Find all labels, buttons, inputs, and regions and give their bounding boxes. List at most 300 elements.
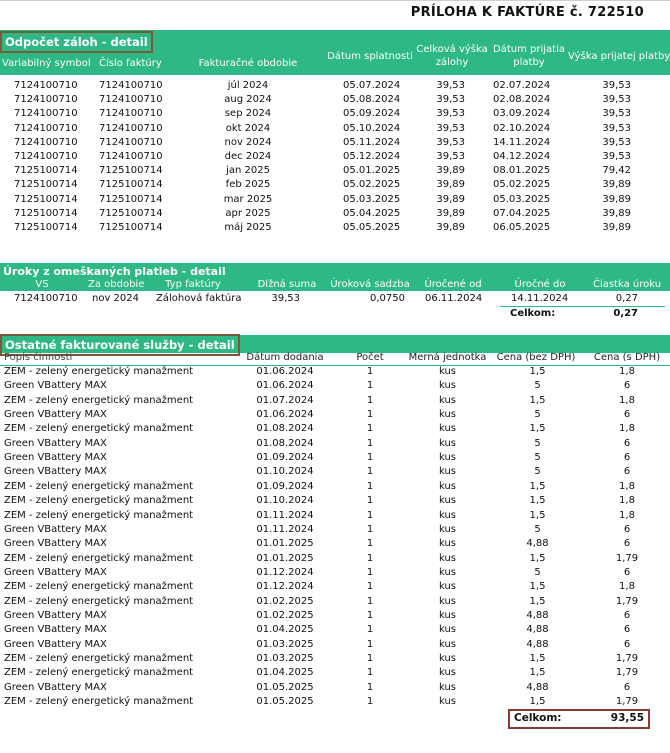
service-description: ZEM - zelený energetický manažment — [4, 423, 194, 435]
service-count: 1 — [366, 509, 374, 521]
service-price-excl: 1,5 — [529, 667, 546, 679]
deposit-vs: 7124100710 — [14, 136, 78, 148]
service-price-incl: 1,79 — [615, 696, 639, 708]
service-price-incl: 6 — [623, 566, 631, 578]
deposit-total: 39,53 — [436, 122, 465, 134]
service-row — [0, 609, 670, 623]
deposit-paid-date: 02.07.2024 — [493, 80, 551, 91]
service-unit: kus — [438, 681, 457, 693]
service-row — [0, 509, 670, 523]
service-unit: kus — [438, 581, 457, 593]
service-row — [0, 422, 670, 436]
col-amount-received: Výška prijatej platby — [568, 51, 670, 62]
deposit-due: 05.04.2025 — [343, 207, 401, 219]
service-price-excl: 5 — [534, 409, 541, 421]
service-unit: kus — [438, 466, 457, 478]
col-interest-rate: Úroková sadzba — [330, 279, 410, 290]
deposit-due: 05.03.2025 — [343, 193, 401, 205]
deposit-invoice: 7124100710 — [99, 122, 163, 134]
service-row — [0, 552, 670, 566]
service-row — [0, 566, 670, 580]
service-count: 1 — [366, 437, 374, 449]
deposit-row — [0, 79, 670, 93]
service-unit: kus — [438, 523, 457, 535]
deposit-total: 39,53 — [436, 108, 465, 120]
deposit-amount: 79,42 — [602, 165, 631, 177]
service-description: Green VBattery MAX — [4, 624, 107, 636]
col-payment-date-line1: Dátum prijatia — [493, 44, 565, 55]
service-count: 1 — [366, 423, 374, 435]
deposit-invoice: 7125100714 — [99, 165, 163, 177]
service-count: 1 — [366, 696, 374, 708]
service-price-excl: 5 — [534, 523, 541, 535]
service-price-incl: 1,8 — [619, 509, 635, 521]
service-unit: kus — [438, 552, 457, 564]
service-date: 01.02.2025 — [256, 609, 314, 621]
deposit-period: nov 2024 — [224, 136, 272, 148]
service-price-incl: 6 — [623, 466, 631, 478]
service-date: 01.05.2025 — [256, 696, 314, 708]
service-date: 01.07.2024 — [256, 394, 314, 406]
service-date: 01.03.2025 — [256, 638, 314, 650]
deposit-amount: 39,53 — [602, 122, 631, 134]
deposit-invoice: 7124100710 — [99, 151, 163, 162]
deposit-vs: 7125100714 — [14, 179, 78, 191]
service-count: 1 — [366, 681, 374, 693]
deposit-period: apr 2025 — [225, 207, 271, 219]
deposit-row — [0, 93, 670, 107]
col-total-deposit — [410, 43, 494, 69]
service-unit: kus — [438, 667, 457, 679]
deposit-row — [0, 150, 670, 164]
deposit-total: 39,89 — [436, 179, 465, 191]
service-description: Green VBattery MAX — [4, 409, 107, 421]
col-price-excl: Cena (bez DPH) — [496, 352, 576, 363]
deposit-vs: 7125100714 — [14, 222, 78, 233]
deposit-total: 39,53 — [436, 80, 465, 91]
deposit-row — [0, 107, 670, 121]
deposit-total: 39,53 — [436, 151, 465, 162]
service-price-incl: 1,8 — [619, 581, 635, 593]
service-date: 01.01.2025 — [256, 552, 314, 564]
interest-section-title: Úroky z omeškaných platieb - detail — [3, 265, 226, 278]
service-unit: kus — [438, 495, 457, 507]
service-row — [0, 652, 670, 666]
service-row — [0, 365, 670, 379]
service-row — [0, 437, 670, 451]
deposit-vs: 7124100710 — [14, 94, 78, 106]
service-price-excl: 1,5 — [529, 509, 546, 521]
service-unit: kus — [438, 509, 457, 521]
service-price-excl: 1,5 — [529, 595, 546, 607]
service-count: 1 — [366, 366, 374, 377]
col-payment-date — [487, 43, 571, 69]
service-count: 1 — [366, 595, 374, 607]
service-count: 1 — [366, 466, 374, 478]
service-price-excl: 1,5 — [529, 581, 546, 593]
service-price-excl: 5 — [534, 437, 541, 449]
service-description: ZEM - zelený energetický manažment — [4, 581, 194, 593]
services-section-title: Ostatné fakturované služby - detail — [0, 334, 240, 356]
deposit-period: júl 2024 — [227, 80, 269, 91]
service-count: 1 — [366, 409, 374, 421]
service-price-excl: 5 — [534, 452, 541, 464]
services-total-value: 93,55 — [610, 712, 644, 724]
service-unit: kus — [438, 394, 457, 406]
col-payment-date-line2: platby — [513, 57, 545, 68]
service-price-excl: 1,5 — [529, 696, 546, 708]
service-unit: kus — [438, 437, 457, 449]
service-date: 01.04.2025 — [256, 624, 314, 636]
deposit-amount: 39,53 — [602, 151, 631, 162]
service-price-incl: 6 — [623, 538, 631, 550]
deposit-due: 05.11.2024 — [343, 136, 401, 148]
deposit-total: 39,89 — [436, 165, 465, 177]
interest-period: nov 2024 — [92, 293, 140, 304]
deposit-amount: 39,89 — [602, 179, 631, 191]
service-count: 1 — [366, 653, 374, 664]
service-unit: kus — [438, 566, 457, 578]
service-description: Green VBattery MAX — [4, 681, 107, 693]
service-row — [0, 666, 670, 680]
service-price-incl: 1,8 — [619, 394, 635, 406]
col-total-deposit-line2: zálohy — [435, 57, 469, 68]
col-interest-amount: Čiastka úroku — [592, 279, 662, 290]
deposit-paid-date: 08.01.2025 — [493, 165, 551, 177]
col-invoice-number: Číslo faktúry — [99, 58, 162, 69]
col-delivery-date: Dátum dodania — [246, 352, 324, 363]
deposit-row — [0, 221, 670, 235]
deposit-row — [0, 178, 670, 192]
service-price-incl: 6 — [623, 523, 631, 535]
service-date: 01.12.2024 — [256, 566, 314, 578]
service-price-excl: 1,5 — [529, 366, 546, 377]
service-unit: kus — [438, 409, 457, 421]
service-unit: kus — [438, 423, 457, 435]
service-date: 01.10.2024 — [256, 495, 314, 507]
service-price-incl: 6 — [623, 409, 631, 421]
service-row — [0, 379, 670, 393]
service-date: 01.05.2025 — [256, 681, 314, 693]
deposit-total: 39,89 — [436, 207, 465, 219]
deposit-paid-date: 04.12.2024 — [493, 151, 551, 162]
interest-type: Zálohová faktúra — [156, 293, 242, 304]
service-description: ZEM - zelený energetický manažment — [4, 394, 194, 406]
col-price-incl: Cena (s DPH) — [593, 352, 661, 363]
deposit-due: 05.05.2025 — [343, 222, 401, 233]
deposit-total: 39,53 — [436, 94, 465, 106]
deposit-amount: 39,53 — [602, 136, 631, 148]
service-price-excl: 4,88 — [526, 638, 549, 650]
deposit-paid-date: 05.02.2025 — [493, 179, 551, 191]
service-description: Green VBattery MAX — [4, 437, 107, 449]
deposit-invoice: 7125100714 — [99, 222, 163, 233]
service-row — [0, 480, 670, 494]
service-description: Green VBattery MAX — [4, 523, 107, 535]
service-unit: kus — [438, 480, 457, 492]
service-count: 1 — [366, 609, 374, 621]
service-row — [0, 394, 670, 408]
service-price-excl: 4,88 — [526, 624, 549, 636]
service-unit: kus — [438, 624, 457, 636]
service-price-excl: 1,5 — [529, 552, 546, 564]
service-date: 01.04.2025 — [256, 667, 314, 679]
service-description: Green VBattery MAX — [4, 638, 107, 650]
deposit-period: feb 2025 — [225, 179, 271, 191]
service-row — [0, 465, 670, 479]
service-count: 1 — [366, 380, 374, 392]
col-unit: Merná jednotka — [408, 352, 487, 363]
deposit-due: 05.08.2024 — [343, 94, 401, 106]
service-date: 01.06.2024 — [256, 409, 314, 421]
service-count: 1 — [366, 667, 374, 679]
interest-rate: 0,0750 — [370, 293, 405, 304]
col-amount-due: Dlžná suma — [257, 279, 317, 290]
deposit-invoice: 7124100710 — [99, 136, 163, 148]
service-date: 01.03.2025 — [256, 653, 314, 664]
col-period: Za obdobie — [88, 279, 145, 290]
service-price-incl: 1,79 — [615, 552, 639, 564]
service-price-excl: 1,5 — [529, 423, 546, 435]
interest-vs: 7124100710 — [14, 293, 78, 304]
deposit-period: máj 2025 — [224, 222, 272, 233]
service-unit: kus — [438, 380, 457, 392]
deposit-period: aug 2024 — [224, 94, 272, 106]
deposit-invoice: 7124100710 — [99, 108, 163, 120]
deposit-period: okt 2024 — [225, 122, 271, 134]
col-variable-symbol: Variabilný symbol — [2, 58, 91, 69]
service-price-incl: 1,79 — [615, 653, 639, 664]
service-row — [0, 408, 670, 422]
service-description: ZEM - zelený energetický manažment — [4, 653, 194, 664]
service-price-excl: 5 — [534, 466, 541, 478]
service-date: 01.11.2024 — [256, 509, 314, 521]
service-price-excl: 1,5 — [529, 495, 546, 507]
service-price-incl: 6 — [623, 638, 631, 650]
deposit-amount: 39,89 — [602, 193, 631, 205]
service-count: 1 — [366, 581, 374, 593]
service-date: 01.12.2024 — [256, 581, 314, 593]
service-price-excl: 1,5 — [529, 480, 546, 492]
deposit-period: jan 2025 — [226, 165, 270, 177]
service-price-incl: 6 — [623, 452, 631, 464]
service-row — [0, 580, 670, 594]
deposit-amount: 39,53 — [602, 108, 631, 120]
service-row — [0, 681, 670, 695]
service-date: 01.10.2024 — [256, 466, 314, 478]
service-description: ZEM - zelený energetický manažment — [4, 696, 194, 708]
interest-total-label: Celkom: — [510, 308, 556, 319]
service-row — [0, 537, 670, 551]
service-price-excl: 4,88 — [526, 681, 549, 693]
deposit-amount: 39,53 — [602, 80, 631, 91]
top-rule — [0, 0, 670, 1]
service-price-incl: 1,8 — [619, 423, 635, 435]
service-date: 01.06.2024 — [256, 380, 314, 392]
col-due-date: Dátum splatnosti — [327, 51, 413, 62]
service-unit: kus — [438, 538, 457, 550]
service-price-incl: 6 — [623, 681, 631, 693]
service-unit: kus — [438, 653, 457, 664]
deposit-due: 05.02.2025 — [343, 179, 401, 191]
service-unit: kus — [438, 609, 457, 621]
deposit-due: 05.10.2024 — [343, 122, 401, 134]
deposit-paid-date: 02.10.2024 — [493, 122, 551, 134]
service-price-incl: 6 — [623, 437, 631, 449]
col-description: Popis činnosti — [4, 352, 73, 363]
service-price-incl: 6 — [623, 624, 631, 636]
service-row — [0, 595, 670, 609]
service-price-incl: 6 — [623, 380, 631, 392]
service-count: 1 — [366, 523, 374, 535]
deposit-paid-date: 02.08.2024 — [493, 94, 551, 106]
service-date: 01.11.2024 — [256, 523, 314, 535]
service-description: Green VBattery MAX — [4, 609, 107, 621]
service-date: 01.08.2024 — [256, 423, 314, 435]
service-unit: kus — [438, 595, 457, 607]
service-row — [0, 523, 670, 537]
deposit-vs: 7125100714 — [14, 207, 78, 219]
services-total-label: Celkom: — [514, 712, 562, 724]
service-count: 1 — [366, 452, 374, 464]
service-row — [0, 623, 670, 637]
service-description: ZEM - zelený energetický manažment — [4, 595, 194, 607]
col-charged-from: Úročené od — [424, 279, 482, 290]
deposit-total: 39,53 — [436, 136, 465, 148]
deposit-amount: 39,89 — [602, 207, 631, 219]
col-vs: VS — [35, 279, 49, 290]
service-unit: kus — [438, 696, 457, 708]
document-title: PRÍLOHA K FAKTÚRE č. 722510 — [410, 5, 644, 20]
deposit-paid-date: 05.03.2025 — [493, 193, 551, 205]
service-price-excl: 1,5 — [529, 653, 546, 664]
service-price-incl: 1,8 — [619, 480, 635, 492]
service-description: ZEM - zelený energetický manažment — [4, 366, 194, 377]
interest-value: 0,27 — [615, 293, 638, 304]
deposit-amount: 39,89 — [602, 222, 631, 233]
deposit-vs: 7124100710 — [14, 122, 78, 134]
deposit-due: 05.12.2024 — [343, 151, 401, 162]
service-count: 1 — [366, 495, 374, 507]
deposit-paid-date: 03.09.2024 — [493, 108, 551, 120]
service-count: 1 — [366, 480, 374, 492]
deposit-row — [0, 207, 670, 221]
service-row — [0, 494, 670, 508]
service-description: Green VBattery MAX — [4, 380, 107, 392]
col-charged-to: Úročné do — [514, 279, 566, 290]
service-count: 1 — [366, 394, 374, 406]
deposit-invoice: 7125100714 — [99, 179, 163, 191]
service-description: ZEM - zelený energetický manažment — [4, 667, 194, 679]
service-unit: kus — [438, 638, 457, 650]
deposits-section-title: Odpočet záloh - detail — [0, 31, 153, 53]
deposit-invoice: 7124100710 — [99, 80, 163, 91]
service-price-incl: 1,79 — [615, 667, 639, 679]
col-billing-period: Fakturačné obdobie — [198, 58, 298, 69]
service-description: ZEM - zelený energetický manažment — [4, 509, 194, 521]
service-count: 1 — [366, 624, 374, 636]
services-total-box — [508, 709, 650, 729]
deposit-paid-date: 07.04.2025 — [493, 207, 551, 219]
interest-to: 14.11.2024 — [511, 293, 569, 304]
service-date: 01.09.2024 — [256, 452, 314, 464]
deposit-period: dec 2024 — [224, 151, 272, 162]
service-unit: kus — [438, 452, 457, 464]
deposit-invoice: 7125100714 — [99, 207, 163, 219]
deposit-vs: 7125100714 — [14, 165, 78, 177]
service-date: 01.09.2024 — [256, 480, 314, 492]
interest-total-row — [0, 307, 670, 321]
interest-from: 06.11.2024 — [425, 293, 483, 304]
service-price-excl: 5 — [534, 380, 541, 392]
deposit-period: mar 2025 — [223, 193, 273, 205]
service-description: Green VBattery MAX — [4, 466, 107, 478]
service-price-excl: 4,88 — [526, 609, 549, 621]
service-description: ZEM - zelený energetický manažment — [4, 552, 194, 564]
col-total-deposit-line1: Celková výška — [416, 44, 488, 55]
service-count: 1 — [366, 552, 374, 564]
deposit-total: 39,89 — [436, 193, 465, 205]
deposit-paid-date: 06.05.2025 — [493, 222, 551, 233]
service-date: 01.02.2025 — [256, 595, 314, 607]
deposit-vs: 7124100710 — [14, 151, 78, 162]
service-date: 01.08.2024 — [256, 437, 314, 449]
deposit-invoice: 7125100714 — [99, 193, 163, 205]
service-count: 1 — [366, 538, 374, 550]
deposit-row — [0, 122, 670, 136]
deposit-paid-date: 14.11.2024 — [493, 136, 551, 148]
service-date: 01.06.2024 — [256, 366, 314, 377]
deposit-vs: 7125100714 — [14, 193, 78, 205]
deposit-due: 05.09.2024 — [343, 108, 401, 120]
service-unit: kus — [438, 366, 457, 377]
service-count: 1 — [366, 566, 374, 578]
service-row — [0, 638, 670, 652]
service-price-excl: 4,88 — [526, 538, 549, 550]
col-invoice-type: Typ faktúry — [165, 279, 221, 290]
deposit-row — [0, 164, 670, 178]
interest-row — [0, 292, 670, 306]
deposit-period: sep 2024 — [224, 108, 272, 120]
service-description: Green VBattery MAX — [4, 566, 107, 578]
col-count: Počet — [356, 352, 384, 363]
service-row — [0, 451, 670, 465]
deposit-amount: 39,53 — [602, 94, 631, 106]
service-row — [0, 695, 670, 709]
service-price-incl: 1,79 — [615, 595, 639, 607]
interest-total-value: 0,27 — [613, 308, 638, 319]
deposit-row — [0, 136, 670, 150]
deposit-invoice: 7124100710 — [99, 94, 163, 106]
deposit-vs: 7124100710 — [14, 108, 78, 120]
service-description: ZEM - zelený energetický manažment — [4, 480, 194, 492]
service-price-incl: 1,8 — [619, 495, 635, 507]
deposit-due: 05.07.2024 — [343, 80, 401, 91]
service-description: Green VBattery MAX — [4, 452, 107, 464]
service-price-excl: 1,5 — [529, 394, 546, 406]
deposit-due: 05.01.2025 — [343, 165, 401, 177]
service-date: 01.01.2025 — [256, 538, 314, 550]
deposit-row — [0, 193, 670, 207]
service-description: Green VBattery MAX — [4, 538, 107, 550]
service-price-incl: 6 — [623, 609, 631, 621]
service-price-incl: 1,8 — [619, 366, 635, 377]
service-description: ZEM - zelený energetický manažment — [4, 495, 194, 507]
service-price-excl: 5 — [534, 566, 541, 578]
interest-amount-due: 39,53 — [271, 293, 300, 304]
deposit-total: 39,89 — [436, 222, 465, 233]
deposit-vs: 7124100710 — [14, 80, 78, 91]
